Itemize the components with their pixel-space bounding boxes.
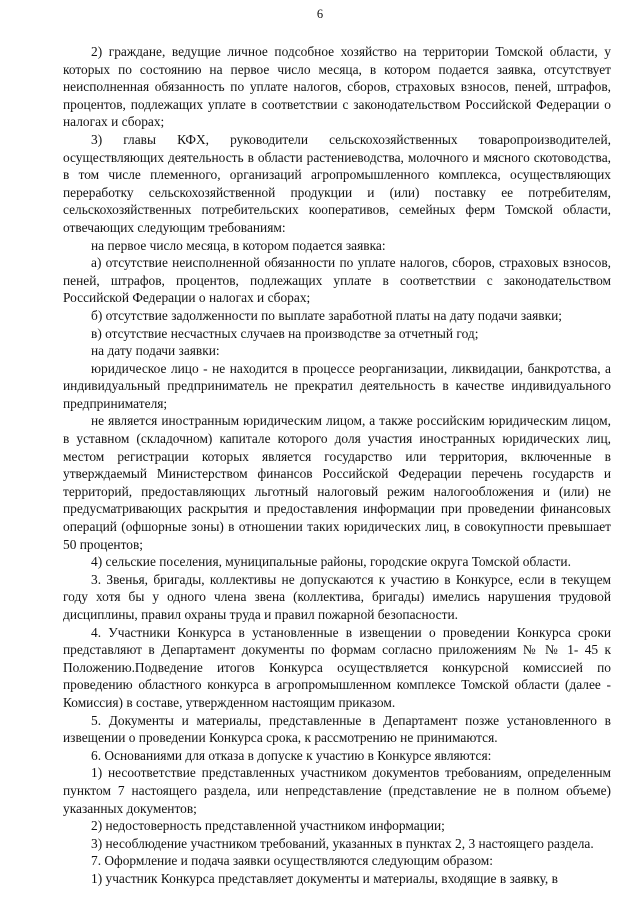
- page-number: 6: [316, 7, 324, 21]
- paragraph-citizens-private-farms: 2) граждане, ведущие личное подсобное хозяйство на территории Томской области, у которых по состоянию на первое число месяца, в котором подается заявка, отсутствует неисполненная обязанность по уплате налогов, сборов, страховых взносов, пеней, штрафов, процентов, подлежащих уплате в соответствии с законодательством Российской Федерации о налогах и сборах;: [63, 44, 611, 130]
- paragraph-legal-entity-status: юридическое лицо - не находится в процессе реорганизации, ликвидации, банкротства, а индивидуальный предприниматель не прекратил деятельность в качестве индивидуального предпринимателя;: [63, 360, 611, 411]
- paragraph-no-accidents: в) отсутствие несчастных случаев на производстве за отчетный год;: [91, 325, 479, 341]
- paragraph-refusal-reason-3: 3) несоблюдение участником требований, указанных в пунктах 2, 3 настоящего раздела.: [91, 835, 594, 851]
- paragraph-no-wage-arrears: б) отсутствие задолженности по выплате заработной платы на дату подачи заявки;: [91, 307, 562, 323]
- paragraph-clause-7: 7. Оформление и подача заявки осуществляются следующим образом:: [91, 853, 493, 869]
- document-body: [63, 43, 611, 888]
- paragraph-foreign-entity: не является иностранным юридическим лицом, а также российским юридическим лицом, в уставном (складочном) капитале которого доля участия иностранных юридических лиц, местом регистрации которых является государство или территория, включенные в утверждаемый Министерством финансов Российской Федерации перечень государств и территорий, предоставляющих льготный налоговый режим налогообложения и (или) не предусматривающих раскрытия и предоставления информации при проведении финансовых операций (офшорные зоны) в отношении таких юридических лиц, в совокупности превышает 50 процентов;: [63, 413, 611, 552]
- paragraph-farm-heads: 3) главы КФХ, руководители сельскохозяйственных товаропроизводителей, осуществляющих деятельность в области растениеводства, молочного и мясного скотоводства, в том числе племенного, организаций агропромышленного комплекса, осуществляющих переработку сельскохозяйственной продукции и (или) поставку ее потребителям, сельскохозяйственных потребительских кооперативов, семейных ферм Томской области, отвечающих следующим требованиям:: [63, 131, 611, 235]
- paragraph-clause-5: 5. Документы и материалы, представленные в Департамент позже установленного в извещении о проведении Конкурса срока, к рассмотрению не принимаются.: [63, 712, 611, 746]
- paragraph-clause-4: 4. Участники Конкурса в установленные в извещении о проведении Конкурса сроки представляют в Департамент документы по формам согласно приложениям № № 1- 45 к Положению.Подведение итогов Конкурса осуществляется конкурсной комиссией по проведению областного конкурса в агропромышленном комплексе Томской области (далее - Комиссия) в составе, утвержденном настоящим приказом.: [63, 624, 611, 710]
- paragraph-first-day-of-month: на первое число месяца, в котором подается заявка:: [91, 237, 386, 253]
- paragraph-application-date: на дату подачи заявки:: [91, 343, 220, 359]
- paragraph-no-tax-debt: а) отсутствие неисполненной обязанности по уплате налогов, сборов, страховых взносов, пеней, штрафов, процентов, подлежащих уплате в соответствии с законодательством Российской Федерации о налогах и сборах;: [63, 255, 611, 306]
- paragraph-clause-7-item-1: 1) участник Конкурса представляет документы и материалы, входящие в заявку, в: [91, 870, 558, 886]
- paragraph-clause-3: 3. Звенья, бригады, коллективы не допускаются к участию в Конкурсе, если в текущем году хотя бы у одного члена звена (коллектива, бригады) имелись нарушения трудовой дисциплины, правил охраны труда и правил пожарной безопасности.: [63, 571, 611, 622]
- paragraph-settlements: 4) сельские поселения, муниципальные районы, городские округа Томской области.: [91, 554, 571, 570]
- paragraph-clause-6: 6. Основаниями для отказа в допуске к участию в Конкурсе являются:: [91, 747, 492, 763]
- paragraph-refusal-reason-2: 2) недостоверность представленной участником информации;: [91, 818, 445, 834]
- paragraph-refusal-reason-1: 1) несоответствие представленных участником документов требованиям, определенным пунктом 7 настоящего раздела, или непредставление (представление не в полном объеме) указанных документов;: [63, 765, 611, 816]
